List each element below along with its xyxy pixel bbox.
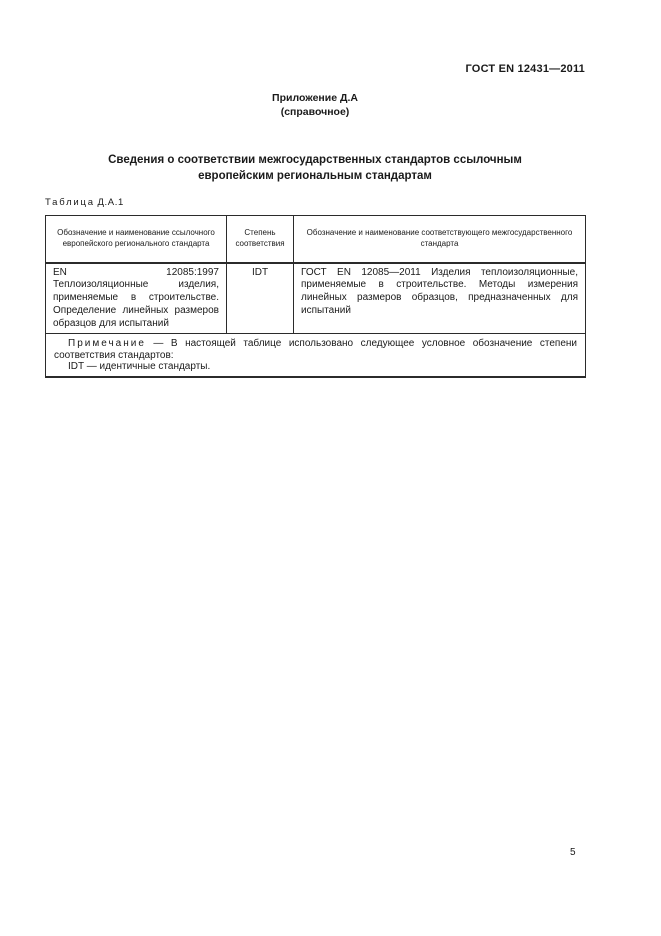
table-caption-number: Д.А.1	[97, 197, 124, 208]
table-header	[46, 216, 586, 263]
table-caption-label: Таблица	[45, 197, 95, 208]
table-note-cell	[46, 334, 586, 377]
appendix-heading	[45, 91, 585, 119]
note-item: IDT — идентичные стандарты.	[68, 361, 211, 373]
column-header-reference-standard: Обозначение и наименование ссылочного европейского регионального стандарта	[46, 216, 227, 263]
cell-degree: IDT	[227, 263, 294, 334]
table-body	[46, 263, 586, 377]
table-note-row	[46, 334, 586, 377]
appendix-subtitle: (справочное)	[280, 106, 350, 118]
note-label: Примечание	[68, 338, 146, 350]
appendix-title: Приложение Д.А	[272, 92, 358, 104]
section-title-text: Сведения о соответствии межгосударственных стандартов ссылочным европейским региональным стандартам	[108, 154, 522, 182]
cell-reference-standard: EN 12085:1997 Теплоизоляционные изделия, применяемые в строительстве. Определение линейных размеров образцов для испытаний	[46, 263, 227, 334]
column-header-degree: Степень соответствия	[227, 216, 294, 263]
table-header-row	[46, 216, 586, 263]
correspondence-table	[45, 215, 586, 378]
page-number: 5	[570, 847, 576, 858]
table-caption	[45, 197, 124, 208]
standard-reference-header: ГОСТ EN 12431—2011	[465, 63, 585, 75]
note-body: — В настоящей таблице использовано следующее условное обозначение степени соответствия стандартов:	[54, 338, 577, 361]
section-title	[45, 153, 585, 184]
note-text	[54, 338, 577, 361]
cell-interstate-standard: ГОСТ EN 12085—2011 Изделия теплоизоляционные, применяемые в строительстве. Методы измерения линейных размеров образцов, предназначенных для испытаний	[294, 263, 586, 334]
column-header-interstate-standard: Обозначение и наименование соответствующего межгосударственного стандарта	[294, 216, 586, 263]
table-row	[46, 263, 586, 334]
